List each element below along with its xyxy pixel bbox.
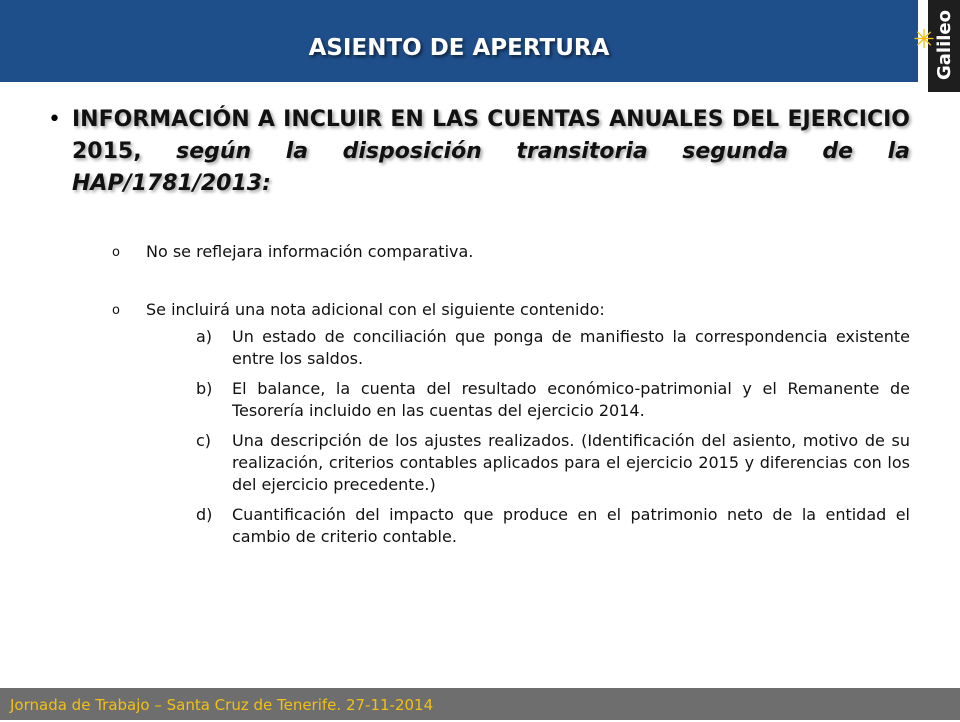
list-item-b <box>196 378 910 422</box>
sub-item-2 <box>112 298 912 322</box>
star-icon: ✳ <box>913 25 935 55</box>
list-item-label: d) <box>196 505 213 524</box>
list-item-a <box>196 326 910 370</box>
list-item-text: Una descripción de los ajustes realizados. (Identificación del asiento, motivo de su realización, criterios contables aplicados para el ejercicio 2015 y diferencias con los del ejercicio precedente.) <box>232 431 910 494</box>
content-list <box>196 326 910 556</box>
logo-name: Galileo <box>934 10 955 81</box>
main-bullet-italic: según la disposición transitoria segunda de la HAP/1781/2013: <box>72 139 910 196</box>
bullet-icon: • <box>48 107 61 132</box>
list-item-text: Un estado de conciliación que ponga de manifiesto la correspondencia existente entre los saldos. <box>232 327 910 368</box>
circle-bullet-icon: o <box>112 245 120 260</box>
list-item-label: a) <box>196 327 213 346</box>
sub-item-1 <box>112 240 912 264</box>
slide-title: ASIENTO DE APERTURA <box>308 35 610 61</box>
sub-item-text: Se incluirá una nota adicional con el siguiente contenido: <box>146 300 605 319</box>
footer-bar <box>0 688 960 720</box>
list-item-text: Cuantificación del impacto que produce en el patrimonio neto de la entidad el cambio de criterio contable. <box>232 505 910 546</box>
list-item-label: b) <box>196 379 213 398</box>
list-item-c <box>196 430 910 496</box>
main-bullet-bold: INFORMACIÓN A INCLUIR EN LAS CUENTAS ANUALES DEL EJERCICIO 2015, <box>72 107 910 164</box>
circle-bullet-icon: o <box>112 303 120 318</box>
sub-item-text: No se reflejara información comparativa. <box>146 242 474 261</box>
list-item-d <box>196 504 910 548</box>
main-bullet <box>48 104 910 200</box>
main-bullet-text <box>72 104 910 200</box>
list-item-text: El balance, la cuenta del resultado económico-patrimonial y el Remanente de Tesorería incluido en las cuentas del ejercicio 2014. <box>232 379 910 420</box>
footer-text: Jornada de Trabajo – Santa Cruz de Tenerife. 27-11-2014 <box>10 696 434 714</box>
list-item-label: c) <box>196 431 212 450</box>
